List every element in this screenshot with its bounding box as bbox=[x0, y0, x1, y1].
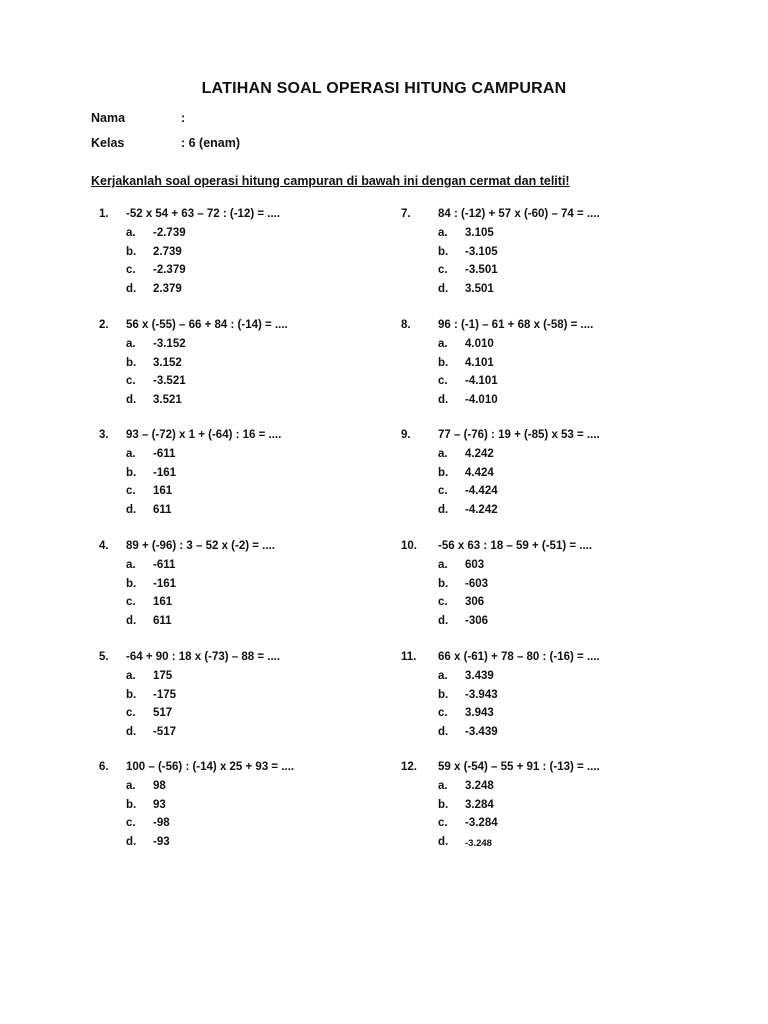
option-letter: a. bbox=[126, 559, 136, 571]
option-letter: c. bbox=[438, 375, 448, 387]
option-value: 93 bbox=[153, 799, 166, 811]
nama-value: : bbox=[181, 111, 186, 125]
option-value: -2.379 bbox=[153, 264, 186, 276]
option-letter: a. bbox=[438, 448, 448, 460]
question-number: 5. bbox=[99, 651, 109, 663]
option-letter: b. bbox=[438, 689, 449, 701]
question-number: 7. bbox=[401, 208, 411, 220]
option-value: 3.284 bbox=[465, 799, 494, 811]
question-number: 10. bbox=[401, 540, 417, 552]
option-letter: c. bbox=[126, 817, 136, 829]
option-letter: c. bbox=[438, 596, 448, 608]
question-item bbox=[99, 651, 399, 743]
option-letter: d. bbox=[126, 726, 137, 738]
option-letter: b. bbox=[438, 578, 449, 590]
question-number: 2. bbox=[99, 319, 109, 331]
option-value: 3.521 bbox=[153, 394, 182, 406]
option-letter: d. bbox=[438, 615, 449, 627]
question-text: -56 x 63 : 18 – 59 + (-51) = .... bbox=[438, 540, 593, 552]
question-text: 59 x (-54) – 55 + 91 : (-13) = .... bbox=[438, 761, 600, 773]
option-value: 3.943 bbox=[465, 707, 494, 719]
question-item bbox=[401, 651, 701, 743]
option-value: 4.242 bbox=[465, 448, 494, 460]
question-text: 77 – (-76) : 19 + (-85) x 53 = .... bbox=[438, 429, 600, 441]
option-letter: c. bbox=[438, 264, 448, 276]
question-item bbox=[401, 429, 701, 521]
question-item bbox=[99, 208, 399, 300]
question-item bbox=[401, 761, 701, 853]
option-letter: a. bbox=[438, 559, 448, 571]
question-text: 66 x (-61) + 78 – 80 : (-16) = .... bbox=[438, 651, 600, 663]
option-value: -3.943 bbox=[465, 689, 498, 701]
option-letter: d. bbox=[438, 283, 449, 295]
option-letter: b. bbox=[126, 578, 137, 590]
option-letter: d. bbox=[126, 504, 137, 516]
option-value: -175 bbox=[153, 689, 177, 701]
option-value: -3.248 bbox=[465, 838, 492, 849]
option-letter: a. bbox=[126, 670, 136, 682]
question-number: 1. bbox=[99, 208, 109, 220]
option-value: 2.739 bbox=[153, 246, 182, 258]
option-value: -93 bbox=[153, 836, 170, 848]
option-value: -161 bbox=[153, 578, 177, 590]
question-text: 89 + (-96) : 3 – 52 x (-2) = .... bbox=[126, 540, 275, 552]
option-letter: b. bbox=[438, 467, 449, 479]
option-letter: d. bbox=[126, 615, 137, 627]
question-number: 12. bbox=[401, 761, 417, 773]
question-number: 6. bbox=[99, 761, 109, 773]
option-letter: a. bbox=[126, 780, 136, 792]
option-value: -4.010 bbox=[465, 394, 498, 406]
option-letter: b. bbox=[126, 246, 137, 258]
question-text: 56 x (-55) – 66 + 84 : (-14) = .... bbox=[126, 319, 288, 331]
question-text: 96 : (-1) – 61 + 68 x (-58) = .... bbox=[438, 319, 594, 331]
option-letter: d. bbox=[438, 504, 449, 516]
option-value: -603 bbox=[465, 578, 489, 590]
question-item bbox=[99, 429, 399, 521]
option-letter: a. bbox=[438, 780, 448, 792]
option-letter: c. bbox=[438, 817, 448, 829]
option-value: 517 bbox=[153, 707, 173, 719]
question-text: 84 : (-12) + 57 x (-60) – 74 = .... bbox=[438, 208, 600, 220]
option-letter: a. bbox=[438, 227, 448, 239]
option-value: -3.439 bbox=[465, 726, 498, 738]
option-value: 3.152 bbox=[153, 357, 182, 369]
option-value: -2.739 bbox=[153, 227, 186, 239]
option-letter: a. bbox=[438, 338, 448, 350]
option-letter: c. bbox=[126, 485, 136, 497]
option-letter: c. bbox=[438, 707, 448, 719]
option-letter: d. bbox=[438, 836, 449, 848]
option-letter: b. bbox=[126, 357, 137, 369]
option-value: -3.152 bbox=[153, 338, 186, 350]
option-value: -3.501 bbox=[465, 264, 498, 276]
question-number: 8. bbox=[401, 319, 411, 331]
instruction-text: Kerjakanlah soal operasi hitung campuran di bawah ini dengan cermat dan teliti! bbox=[91, 174, 570, 188]
question-text: 93 – (-72) x 1 + (-64) : 16 = .... bbox=[126, 429, 282, 441]
option-letter: a. bbox=[126, 338, 136, 350]
option-value: 161 bbox=[153, 485, 173, 497]
option-letter: a. bbox=[126, 227, 136, 239]
nama-row bbox=[91, 111, 185, 125]
option-value: -4.101 bbox=[465, 375, 498, 387]
question-item bbox=[401, 319, 701, 411]
option-value: 4.424 bbox=[465, 467, 494, 479]
option-value: 98 bbox=[153, 780, 166, 792]
option-value: -3.105 bbox=[465, 246, 498, 258]
option-value: 3.501 bbox=[465, 283, 494, 295]
option-letter: c. bbox=[438, 485, 448, 497]
option-letter: a. bbox=[438, 670, 448, 682]
option-letter: a. bbox=[126, 448, 136, 460]
option-letter: b. bbox=[438, 357, 449, 369]
option-value: -306 bbox=[465, 615, 489, 627]
option-value: 3.248 bbox=[465, 780, 494, 792]
option-letter: b. bbox=[126, 467, 137, 479]
option-value: 3.105 bbox=[465, 227, 494, 239]
option-letter: b. bbox=[126, 799, 137, 811]
option-value: 4.101 bbox=[465, 357, 494, 369]
question-number: 11. bbox=[401, 651, 417, 663]
page-title: LATIHAN SOAL OPERASI HITUNG CAMPURAN bbox=[201, 80, 567, 97]
option-value: 611 bbox=[153, 504, 172, 516]
question-number: 9. bbox=[401, 429, 411, 441]
question-item bbox=[401, 208, 701, 300]
question-text: -64 + 90 : 18 x (-73) – 88 = .... bbox=[126, 651, 281, 663]
option-value: -611 bbox=[153, 559, 176, 571]
option-letter: c. bbox=[126, 375, 136, 387]
option-value: 2.379 bbox=[153, 283, 182, 295]
option-value: -517 bbox=[153, 726, 177, 738]
option-value: -4.424 bbox=[465, 485, 498, 497]
option-value: -98 bbox=[153, 817, 170, 829]
option-letter: c. bbox=[126, 707, 136, 719]
nama-label: Nama bbox=[91, 111, 126, 125]
option-letter: d. bbox=[126, 283, 137, 295]
option-value: 4.010 bbox=[465, 338, 494, 350]
option-value: 3.439 bbox=[465, 670, 494, 682]
option-letter: d. bbox=[126, 836, 137, 848]
option-value: -4.242 bbox=[465, 504, 498, 516]
option-letter: d. bbox=[126, 394, 137, 406]
question-text: -52 x 54 + 63 – 72 : (-12) = .... bbox=[126, 208, 281, 220]
option-letter: c. bbox=[126, 596, 136, 608]
option-letter: b. bbox=[126, 689, 137, 701]
kelas-value: : 6 (enam) bbox=[181, 136, 241, 150]
option-value: 603 bbox=[465, 559, 485, 571]
question-number: 3. bbox=[99, 429, 109, 441]
option-letter: d. bbox=[438, 726, 449, 738]
kelas-label: Kelas bbox=[91, 136, 125, 150]
option-value: 611 bbox=[153, 615, 172, 627]
question-item bbox=[99, 540, 399, 632]
question-number: 4. bbox=[99, 540, 109, 552]
option-letter: b. bbox=[438, 799, 449, 811]
option-value: 161 bbox=[153, 596, 173, 608]
option-letter: d. bbox=[438, 394, 449, 406]
option-value: 175 bbox=[153, 670, 173, 682]
option-value: -3.521 bbox=[153, 375, 186, 387]
option-value: -161 bbox=[153, 467, 177, 479]
option-value: 306 bbox=[465, 596, 485, 608]
option-letter: c. bbox=[126, 264, 136, 276]
kelas-row bbox=[91, 136, 240, 150]
question-item bbox=[401, 540, 701, 632]
question-text: 100 – (-56) : (-14) x 25 + 93 = .... bbox=[126, 761, 295, 773]
question-item bbox=[99, 761, 399, 853]
option-letter: b. bbox=[438, 246, 449, 258]
option-value: -611 bbox=[153, 448, 176, 460]
question-item bbox=[99, 319, 399, 411]
option-value: -3.284 bbox=[465, 817, 498, 829]
